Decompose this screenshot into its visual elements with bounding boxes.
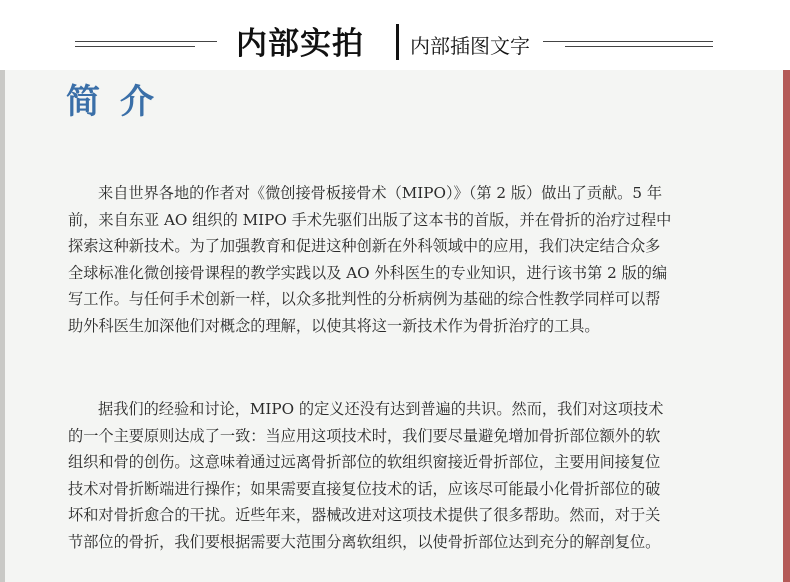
text-line: 助外科医生加深他们对概念的理解，以使其将这一新技术作为骨折治疗的工具。 [68, 316, 600, 335]
text-line: 据我们的经验和讨论，MIPO 的定义还没有达到普遍的共识。然而，我们对这项技术 [98, 400, 664, 418]
text-line: 的一个主要原则达成了一致：当应用这项技术时，我们要尽量避免增加骨折部位额外的软 [68, 426, 661, 445]
banner-subtitle: 内部插图文字 [410, 34, 530, 58]
text-line: 探索这种新技术。为了加强教育和促进这种创新在外科领域中的应用，我们决定结合众多 [68, 237, 661, 255]
title-divider [396, 24, 399, 60]
paragraph-1 [68, 180, 728, 339]
text-line: 来自世界各地的作者对《微创接骨板接骨术（MIPO）》（第 2 版）做出了贡献。5 年 [98, 184, 663, 202]
banner-header [0, 0, 790, 70]
page-edge-right [783, 70, 790, 582]
decorative-line [543, 41, 713, 42]
page-edge-left [0, 70, 5, 582]
text-line: 技术对骨折断端进行操作；如果需要直接复位技术的话，应该尽可能最小化骨折部位的破 [68, 479, 661, 498]
text-line: 写工作。与任何手术创新一样，以众多批判性的分析病例为基础的综合性教学同样可以帮 [68, 290, 661, 308]
text-line: 坏和对骨折愈合的干扰。近些年来，器械改进对这项技术提供了很多帮助。然而，对于关 [68, 506, 661, 524]
text-line: 组织和骨的创伤。这意味着通过远离骨折部位的软组织窗接近骨折部位，主要用间接复位 [68, 453, 661, 471]
banner-title: 内部实拍 [236, 26, 364, 62]
text-line: 全球标准化微创接骨课程的教学实践以及 AO 外科医生的专业知识，进行该书第 2 版的编 [68, 263, 668, 282]
decorative-line [75, 41, 217, 42]
section-heading: 简介 [66, 82, 174, 122]
text-line: 前，来自东亚 AO 组织的 MIPO 手术先驱们出版了这本书的首版，并在骨折的治疗过程中 [68, 210, 672, 229]
paragraph-2 [68, 396, 728, 555]
decorative-line [75, 46, 195, 47]
text-line: 节部位的骨折，我们要根据需要大范围分离软组织，以使骨折部位达到充分的解剖复位。 [68, 532, 661, 551]
decorative-line [565, 46, 713, 47]
